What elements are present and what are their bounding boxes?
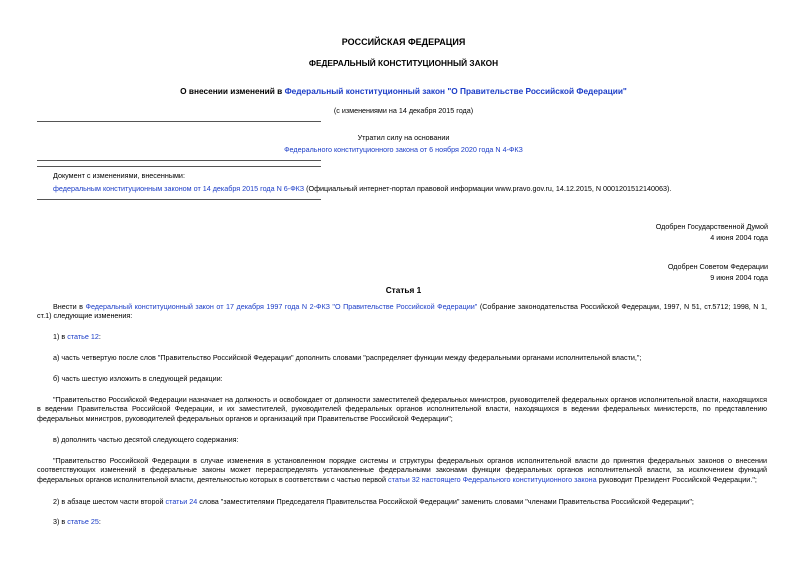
p9-article-link[interactable]: статье 25	[67, 517, 99, 526]
council-approval: Одобрен Советом Федерации	[667, 262, 768, 271]
p7-suffix: руководит Президент Российской Федерации.";	[596, 474, 757, 484]
law-title-link[interactable]: Федеральный конституционный закон "О Правительстве Российской Федерации"	[284, 86, 627, 96]
changes-law-link[interactable]: федеральным конституционным законом от 14 декабря 2015 года N 6-ФКЗ	[53, 184, 305, 193]
p1-law-link[interactable]: Федеральный конституционный закон от 17 декабря 1997 года N 2-ФКЗ "О Правительстве Российской Федерации"	[85, 302, 478, 311]
p2-article-link[interactable]: статье 12	[67, 332, 99, 341]
p9-prefix: 3) в	[53, 517, 68, 526]
lost-force-label: Утратил силу на основании	[357, 133, 450, 142]
changes-line	[53, 184, 773, 193]
changes-intro: Документ с изменениями, внесенными:	[53, 171, 185, 180]
article-paragraph-9	[37, 517, 767, 526]
divider	[37, 199, 321, 200]
p7-article-link[interactable]: статьи 32 настоящего Федерального конституционного закона	[388, 474, 597, 484]
article-paragraph-1	[37, 302, 767, 321]
divider	[37, 121, 321, 122]
p1-prefix: Внести в	[53, 302, 86, 311]
p2-prefix: 1) в	[53, 332, 68, 341]
changes-source: (Официальный интернет-портал правовой информации www.pravo.gov.ru, 14.12.2015, N 0001201512140063).	[304, 184, 672, 193]
divider	[37, 166, 321, 167]
law-title	[0, 86, 807, 97]
article-paragraph-8	[37, 497, 767, 506]
article-paragraph-2	[37, 332, 767, 341]
article-paragraph-4: б) часть шестую изложить в следующей редакции:	[53, 374, 223, 383]
p2-suffix: :	[98, 332, 101, 341]
country-heading: РОССИЙСКАЯ ФЕДЕРАЦИЯ	[341, 37, 466, 47]
article-paragraph-5: "Правительство Российской Федерации назначает на должность и освобождает от должности заместителей федеральных министров, руководителей федеральных органов исполнительной власти, находящихся в ведении Правительства Российской Федерации, и их заместителей, руководителей федеральных органов исполнительной власти, находящихся в ведении федеральных министерств, по представлению федеральных министров, руководителей федеральных органов и организаций при Правительстве Российской Федерации";	[37, 395, 767, 423]
law-title-prefix: О внесении изменений в	[180, 86, 285, 96]
article-paragraph-3: а) часть четвертую после слов "Правительство Российской Федерации" дополнить словами "распределяет функции между федеральными органами исполнительной власти,";	[53, 353, 642, 362]
lost-force-link[interactable]: Федерального конституционного закона от 6 ноября 2020 года N 4-ФКЗ	[284, 145, 523, 154]
law-type-heading: ФЕДЕРАЛЬНЫЙ КОНСТИТУЦИОННЫЙ ЗАКОН	[308, 58, 499, 68]
p9-suffix: :	[98, 517, 101, 526]
council-approval-date: 9 июня 2004 года	[710, 273, 768, 282]
article-paragraph-6: в) дополнить частью десятой следующего содержания:	[53, 435, 239, 444]
p8-suffix: слова "заместителями Председателя Правительства Российской Федерации" заменить словами "членами Правительства Российской Федерации";	[197, 497, 694, 506]
divider	[37, 160, 321, 161]
p8-prefix: 2) в абзаце шестом части второй	[53, 497, 166, 506]
duma-approval: Одобрен Государственной Думой	[655, 222, 768, 231]
duma-approval-date: 4 июня 2004 года	[710, 233, 768, 242]
article-title: Статья 1	[385, 285, 422, 295]
p8-article-link[interactable]: статьи 24	[165, 497, 198, 506]
amendment-note: (с изменениями на 14 декабря 2015 года)	[333, 106, 474, 115]
p7-prefix: "Правительство Российской Федерации в случае изменения в установленном порядке системы и структуры федеральных органов исполнительной власти до принятия федеральных законов о внесении соответствующих изменений в федеральные законы может перераспределять установленные федеральными законами функции федеральных органов исполнительной власти, за исключением функций федеральных органов исполнительной власти, деятельностью которых в соответствии с частью первой	[37, 456, 767, 484]
p1-suffix: (Собрание законодательства Российской Федерации, 1997, N 51, ст.5712; 1998, N 1, ст.1) следующие изменения:	[37, 302, 768, 321]
article-paragraph-7	[37, 456, 767, 484]
